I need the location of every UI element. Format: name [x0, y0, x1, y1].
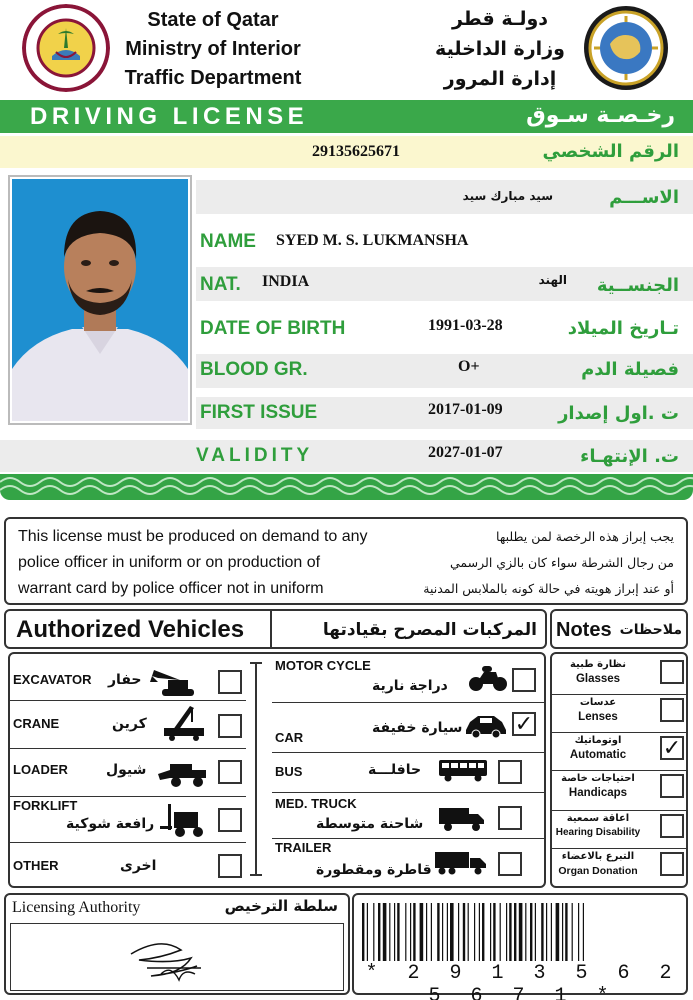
first-issue-label-ar: ت .اول إصدار [558, 403, 679, 424]
barcode-bar [458, 903, 459, 961]
vehicle-trailer [272, 840, 544, 884]
first-issue-label: FIRST ISSUE [200, 402, 318, 423]
barcode-bar [410, 903, 411, 961]
barcode-bar [546, 903, 547, 961]
portrait-image [12, 179, 188, 421]
validity-value: 2027-01-07 [428, 444, 503, 461]
vehicle-car [272, 706, 544, 750]
holder-photo [8, 175, 192, 425]
vehicle-other-label: OTHER [13, 858, 59, 873]
vehicles-grid [8, 652, 546, 888]
name-ar-label: الاســـم [609, 187, 679, 208]
barcode-bar [367, 903, 368, 961]
note-automatic [552, 734, 644, 770]
personal-number-row [0, 136, 693, 168]
nationality-label-ar: الجنســية [596, 275, 679, 296]
blood-group-row [196, 354, 693, 388]
crane-icon [160, 704, 208, 742]
barcode-bar [479, 903, 480, 961]
grid-line [272, 752, 544, 753]
barcode-bar [426, 903, 427, 961]
gcc-emblem-icon [582, 4, 670, 92]
grid-line [552, 810, 686, 811]
note-handicaps [552, 772, 644, 808]
grid-line [10, 796, 246, 797]
vehicle-motorcycle-label-ar: دراجة نارية [372, 678, 448, 694]
loader-icon [156, 756, 210, 788]
note-hearing [552, 812, 644, 848]
notice-english [18, 524, 398, 602]
note-organ-donation-en: Organ Donation [558, 865, 638, 877]
vehicle-forklift-label: FORKLIFT [13, 798, 78, 813]
note-handicaps-ar: احتياجات خاصة [561, 773, 635, 784]
barcode-bar [447, 903, 448, 961]
signature-image [11, 924, 345, 992]
licensing-authority-box [4, 893, 350, 995]
notice-ar-line3: أو عند إبراز هويته في حالة كونه بالملابس المدنية [423, 581, 674, 596]
vehicle-forklift [10, 798, 250, 842]
barcode-bar [450, 903, 454, 961]
driving-license-title: DRIVING LICENSE [30, 103, 309, 130]
barcode-bar [463, 903, 465, 961]
driving-license-band [0, 100, 693, 133]
name-ar-row [196, 180, 693, 214]
vehicle-excavator-checkbox [218, 670, 242, 694]
note-hearing-en: Hearing Disability [555, 827, 641, 838]
header-ar-state: دولـة قطر [451, 8, 549, 30]
grid-line [10, 748, 246, 749]
vehicle-forklift-checkbox [218, 808, 242, 832]
grid-line [10, 700, 246, 701]
licensing-authority-label: Licensing Authority [12, 899, 141, 916]
barcode-bar [394, 903, 395, 961]
note-glasses-checkbox [660, 660, 684, 684]
name-ar-value: سيد مبارك سيد [462, 189, 553, 203]
note-organ-donation [552, 850, 644, 886]
vehicle-medium-truck-label-ar: شاحنة متوسطة [316, 816, 424, 832]
name-value: SYED M. S. LUKMANSHA [276, 232, 469, 249]
bus-icon [438, 758, 488, 782]
decorative-band [0, 474, 693, 500]
grid-line [552, 770, 686, 771]
licensing-authority-label-ar: سلطة الترخيص [224, 897, 338, 915]
barcode-bar [551, 903, 552, 961]
grid-line [272, 702, 544, 703]
barcode-bar [373, 903, 374, 961]
notes-title: Notes [556, 619, 612, 641]
forklift-icon [160, 802, 210, 838]
notice-en-line2: police officer in uniform or on production of [18, 554, 321, 571]
grid-line [10, 842, 246, 843]
vehicle-excavator-label: EXCAVATOR [13, 672, 92, 687]
driving-license-title-ar: رخـصـة سـوق [526, 103, 675, 128]
barcode-bar [519, 903, 523, 961]
barcode-bar [397, 903, 399, 961]
vehicle-other-checkbox [218, 854, 242, 878]
vehicle-loader-checkbox [218, 760, 242, 784]
vehicle-motorcycle [272, 654, 544, 698]
vehicle-crane-checkbox [218, 714, 242, 738]
note-glasses-en: Glasses [575, 673, 621, 685]
barcode-bar [530, 903, 532, 961]
barcode-bar [468, 903, 469, 961]
header-ar-department: إدارة المرور [443, 68, 557, 90]
barcode-bar [535, 903, 536, 961]
vehicle-motorcycle-checkbox [512, 668, 536, 692]
vehicle-crane-label-ar: كرين [112, 716, 147, 732]
vehicle-excavator-label-ar: حفار [108, 672, 142, 688]
notes-list [550, 652, 688, 888]
barcode-bar [565, 903, 567, 961]
note-automatic-ar: اوتوماتيك [574, 735, 622, 746]
trailer-icon [434, 850, 488, 876]
header-en-state: State of Qatar [147, 9, 279, 31]
vehicle-bus-label-ar: حافلـــة [368, 762, 422, 778]
vehicle-trailer-label: TRAILER [275, 840, 332, 855]
dob-label: DATE OF BIRTH [200, 318, 346, 339]
column-divider-line [255, 662, 257, 876]
note-handicaps-en: Handicaps [568, 787, 628, 799]
authorized-vehicles-title-ar: المركبات المصرح بقيادتها [322, 620, 537, 640]
first-issue-row [196, 397, 693, 429]
note-lenses-checkbox [660, 698, 684, 722]
notice-en-line1: This license must be produced on demand to any [18, 528, 368, 545]
vehicle-car-checkbox: ✓ [512, 712, 536, 736]
nationality-value: INDIA [262, 273, 310, 290]
vehicle-crane [10, 704, 250, 748]
grid-line [552, 694, 686, 695]
barcode-bar [482, 903, 484, 961]
personal-number-label-ar: الرقم الشخصي [542, 141, 679, 162]
note-glasses [552, 658, 644, 694]
header-en-ministry: Ministry of Interior [125, 38, 301, 60]
dob-row [196, 311, 693, 345]
personal-number-value: 29135625671 [312, 143, 400, 160]
dob-value: 1991-03-28 [428, 317, 503, 334]
grid-line [272, 838, 544, 839]
validity-label: VALIDITY [196, 445, 314, 466]
note-organ-donation-ar: التبرع بالاعضاء [561, 851, 635, 862]
barcode-bar [420, 903, 424, 961]
notes-title-ar: ملاحظات [619, 622, 682, 638]
vehicle-bus-checkbox [498, 760, 522, 784]
truck-icon [438, 806, 486, 832]
note-automatic-en: Automatic [569, 749, 627, 761]
car-icon [464, 714, 508, 738]
note-lenses-ar: عدسات [579, 697, 617, 708]
notes-header [550, 609, 688, 649]
header-english [108, 6, 318, 93]
vehicle-car-label-ar: سيارة خفيفة [372, 720, 463, 736]
barcode-bar [383, 903, 387, 961]
barcode-bar [437, 903, 439, 961]
barcode-bar [514, 903, 516, 961]
name-row [196, 224, 693, 258]
header-arabic [420, 4, 580, 94]
vehicle-other [10, 846, 250, 890]
notice-box [4, 517, 688, 605]
barcode-bar [556, 903, 560, 961]
note-hearing-ar: اعاقة سمعية [566, 813, 630, 824]
barcode-bar [541, 903, 543, 961]
vehicle-forklift-label-ar: رافعة شوكية [66, 816, 155, 832]
vehicle-loader-label: LOADER [13, 762, 68, 777]
barcode-bar [578, 903, 579, 961]
vehicle-motorcycle-label: MOTOR CYCLE [275, 658, 371, 673]
note-glasses-ar: نظارة طبية [569, 659, 627, 670]
nationality-label: NAT. [200, 274, 241, 295]
vehicle-bus-label: BUS [275, 764, 303, 779]
note-hearing-checkbox [660, 814, 684, 838]
vehicle-medium-truck-checkbox [498, 806, 522, 830]
blood-group-label-ar: فصيلة الدم [581, 359, 679, 380]
barcode-bar [474, 903, 475, 961]
notice-ar-line1: يجب إبراز هذه الرخصة لمن يطلبها [496, 529, 674, 544]
barcode [362, 903, 680, 961]
barcode-number: * 2 9 1 3 5 6 2 5 6 7 1 * [365, 962, 681, 1000]
note-organ-donation-checkbox [660, 852, 684, 876]
vehicle-other-label-ar: اخرى [120, 858, 157, 874]
barcode-bar [442, 903, 443, 961]
name-label: NAME [200, 231, 256, 252]
motorcycle-icon [468, 664, 508, 692]
vehicle-medium-truck-label: MED. TRUCK [275, 796, 357, 811]
vehicle-medium-truck [272, 794, 544, 838]
authorized-vehicles-title: Authorized Vehicles [16, 616, 245, 643]
validity-row [0, 440, 693, 472]
blood-group-value: O+ [458, 358, 480, 375]
barcode-bar [509, 903, 511, 961]
barcode-bar [490, 903, 491, 961]
nationality-value-ar: الهند [538, 273, 567, 287]
vehicle-loader [10, 750, 250, 794]
barcode-bar [572, 903, 573, 961]
signature-area [10, 923, 344, 991]
wave-pattern [0, 474, 693, 500]
notice-en-line3: warrant card by police officer not in uniform [18, 580, 324, 597]
barcode-bar [525, 903, 526, 961]
vehicle-excavator [10, 658, 250, 702]
dob-label-ar: تـاريخ الميلاد [567, 318, 679, 339]
vehicle-trailer-checkbox [498, 852, 522, 876]
grid-line [552, 732, 686, 733]
license-back [0, 507, 693, 1000]
grid-line [272, 792, 544, 793]
vehicle-crane-label: CRANE [13, 716, 60, 731]
notice-arabic [354, 524, 674, 602]
barcode-bar [506, 903, 507, 961]
authorized-vehicles-header [4, 609, 547, 649]
excavator-icon [150, 668, 206, 698]
note-lenses-en: Lenses [578, 711, 618, 723]
barcode-bar [500, 903, 501, 961]
qatar-emblem-icon [22, 4, 110, 92]
header-en-department: Traffic Department [124, 67, 302, 89]
barcode-bar [413, 903, 415, 961]
barcode-bar [362, 903, 364, 961]
validity-label-ar: ت. الإنتهـاء [580, 446, 679, 467]
vehicle-trailer-label-ar: قاطرة ومقطورة [316, 862, 432, 878]
blood-group-label: BLOOD GR. [200, 359, 308, 380]
barcode-bar [493, 903, 495, 961]
header-ar-ministry: وزارة الداخلية [435, 38, 565, 60]
barcode-bar [378, 903, 380, 961]
barcode-bar [562, 903, 563, 961]
note-handicaps-checkbox [660, 774, 684, 798]
notice-ar-line2: من رجال الشرطة سواء كان بالزي الرسمي [450, 555, 674, 570]
barcode-bar [583, 903, 584, 961]
nationality-row [196, 267, 693, 301]
barcode-bar [389, 903, 390, 961]
barcode-bar [405, 903, 406, 961]
vehicle-car-label: CAR [275, 730, 304, 745]
grid-line [552, 848, 686, 849]
header-divider [270, 611, 272, 647]
first-issue-value: 2017-01-09 [428, 401, 503, 418]
vehicle-loader-label-ar: شيول [106, 762, 147, 778]
note-automatic-checkbox: ✓ [660, 736, 684, 760]
note-lenses [552, 696, 644, 732]
barcode-bar [431, 903, 432, 961]
